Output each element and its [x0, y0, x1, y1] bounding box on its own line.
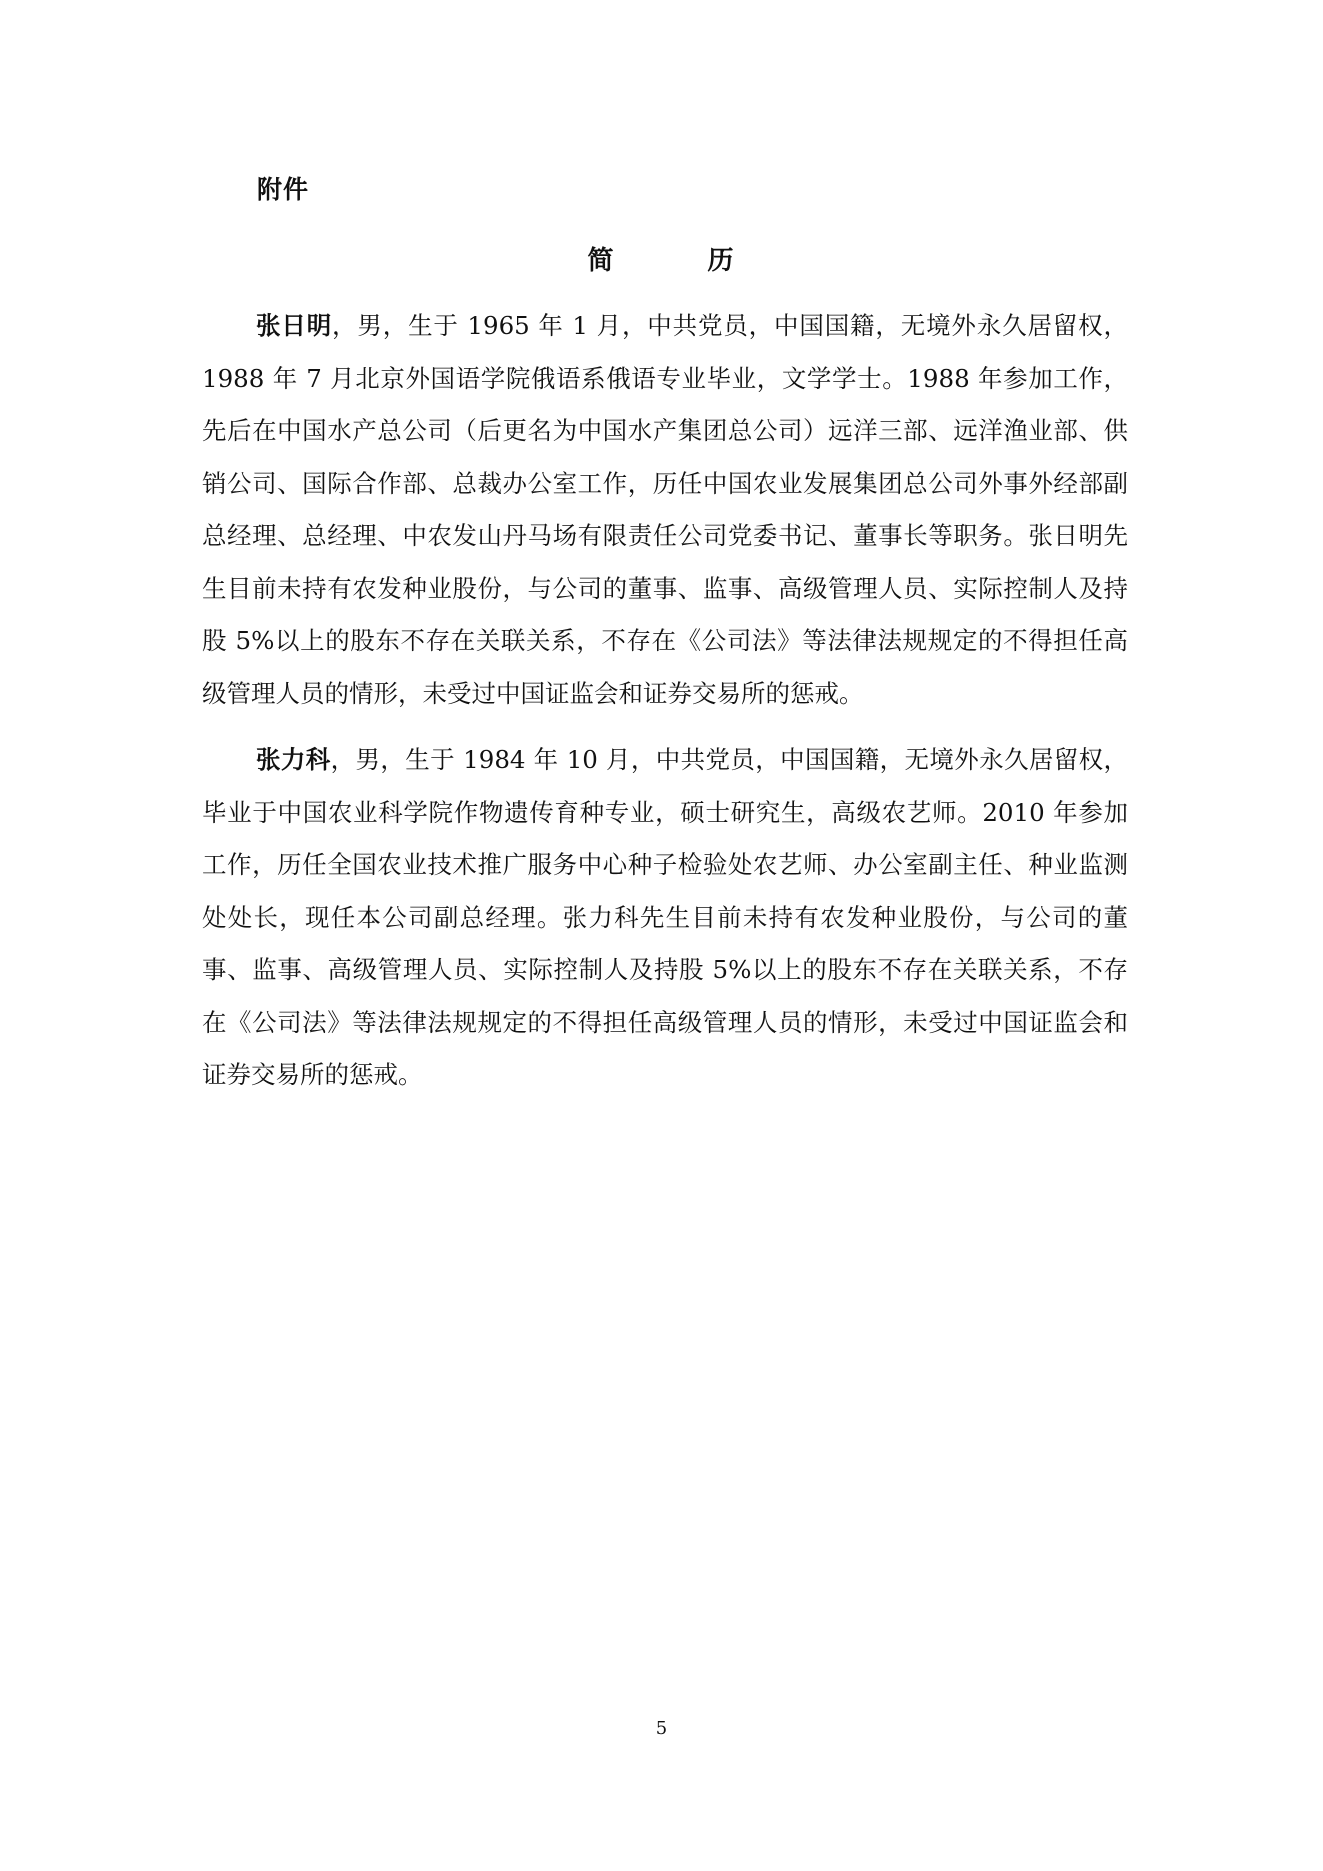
page-number: 5 — [655, 1718, 668, 1739]
title-char-1: 简 — [587, 246, 616, 276]
bio-name-2: 张力科 — [256, 745, 331, 774]
bio-name-1: 张日明 — [256, 311, 333, 340]
bio-text-2: ，男，生于 1984 年 10 月，中共党员，中国国籍，无境外永久居留权，毕业于中国农业科学院作物遗传育种专业，硕士研究生，高级农艺师。2010 年参加工作，历任全国农业技术推广服务中心种子检验处农艺师、办公室副主任、种业监测处处长，现任本公司副总经理。张力科先生目前未持有农发种业股份，与公司的董事、监事、高级管理人员、实际控制人及持股 5%以上的股东不存在关联关系，不存在《公司法》等法律法规规定的不得担任高级管理人员的情形，未受过中国证监会和证券交易所的惩戒。 — [202, 745, 1128, 1089]
document-title — [0, 240, 1323, 277]
bio-text-1: ，男，生于 1965 年 1 月，中共党员，中国国籍，无境外永久居留权，1988 年 7 月北京外国语学院俄语系俄语专业毕业，文学学士。1988 年参加工作，先后在中国水产总公司（后更名为中国水产集团总公司）远洋三部、远洋渔业部、供销公司、国际合作部、总裁办公室工作，历任中国农业发展集团总公司外事外经部副总经理、总经理、中农发山丹马场有限责任公司党委书记、董事长等职务。张日明先生目前未持有农发种业股份，与公司的董事、监事、高级管理人员、实际控制人及持股 5%以上的股东不存在关联关系，不存在《公司法》等法律法规规定的不得担任高级管理人员的情形，未受过中国证监会和证券交易所的惩戒。 — [202, 311, 1129, 708]
attachment-label: 附件 — [257, 175, 310, 204]
bio-paragraph-2 — [202, 734, 1128, 1102]
title-char-2: 历 — [707, 246, 736, 276]
bio-paragraph-1 — [202, 300, 1128, 720]
